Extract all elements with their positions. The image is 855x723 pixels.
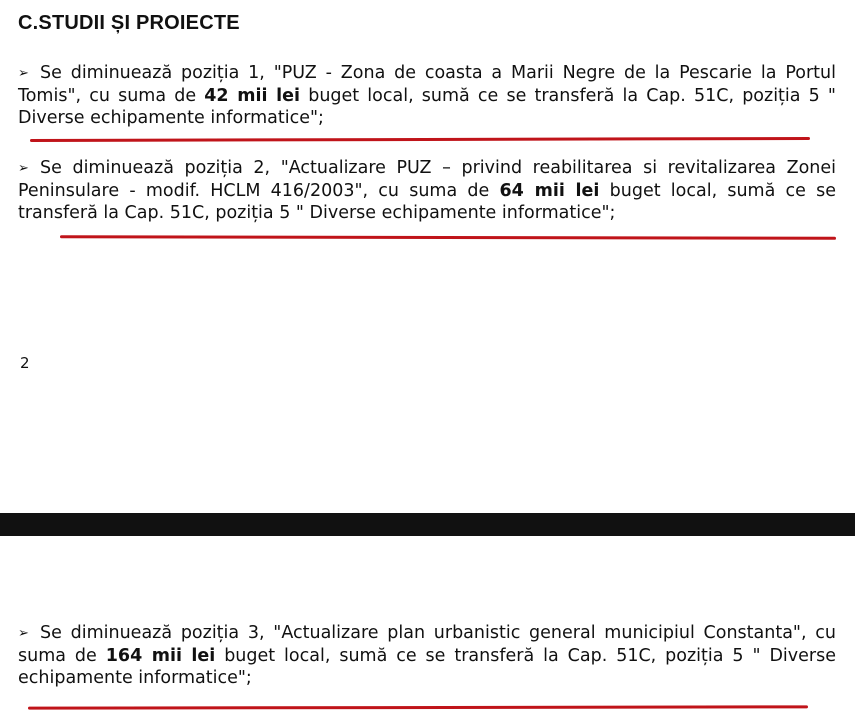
item-amount: 164 mii lei (105, 646, 216, 666)
red-underline (28, 705, 808, 709)
item-text-prefix: Se diminuează poziția 2, "Actualizare PUZ – privind reabilitarea si revitalizarea Zonei Peninsulare - modif. HCLM 416/2003", cu suma de (18, 158, 836, 201)
list-item (18, 62, 836, 129)
page-separator-band (0, 513, 855, 536)
item-text-prefix: Se diminuează poziția 1, "PUZ - Zona de coasta a Marii Negre de la Pescarie la Portul Tomis", cu suma de (18, 63, 836, 106)
list-item (18, 622, 836, 689)
item-amount: 64 mii lei (499, 181, 600, 201)
item-text-suffix: buget local, sumă ce se transferă la Cap. 51C, poziția 5 " Diverse echipamente informatice"; (18, 646, 836, 688)
item-amount: 42 mii lei (204, 86, 301, 106)
list-item (18, 157, 836, 224)
arrow-bullet-icon: ➢ (18, 66, 29, 81)
arrow-bullet-icon: ➢ (18, 161, 29, 176)
section-title: C.STUDII ȘI PROIECTE (18, 12, 240, 34)
item-text-suffix: buget local, sumă ce se transferă la Cap. 51C, poziția 5 " Diverse echipamente informatice"; (18, 181, 836, 223)
item-text-suffix: buget local, sumă ce se transferă la Cap. 51C, poziția 5 " Diverse echipamente informatice"; (18, 86, 836, 128)
item-text-prefix: Se diminuează poziția 3, "Actualizare plan urbanistic general municipiul Constanta", cu suma de (18, 623, 836, 666)
item-paragraph (18, 62, 836, 129)
arrow-bullet-icon: ➢ (18, 626, 29, 641)
item-paragraph (18, 622, 836, 689)
red-underline (30, 137, 810, 142)
red-underline (60, 235, 836, 240)
item-paragraph (18, 157, 836, 224)
page-number: 2 (20, 354, 30, 372)
